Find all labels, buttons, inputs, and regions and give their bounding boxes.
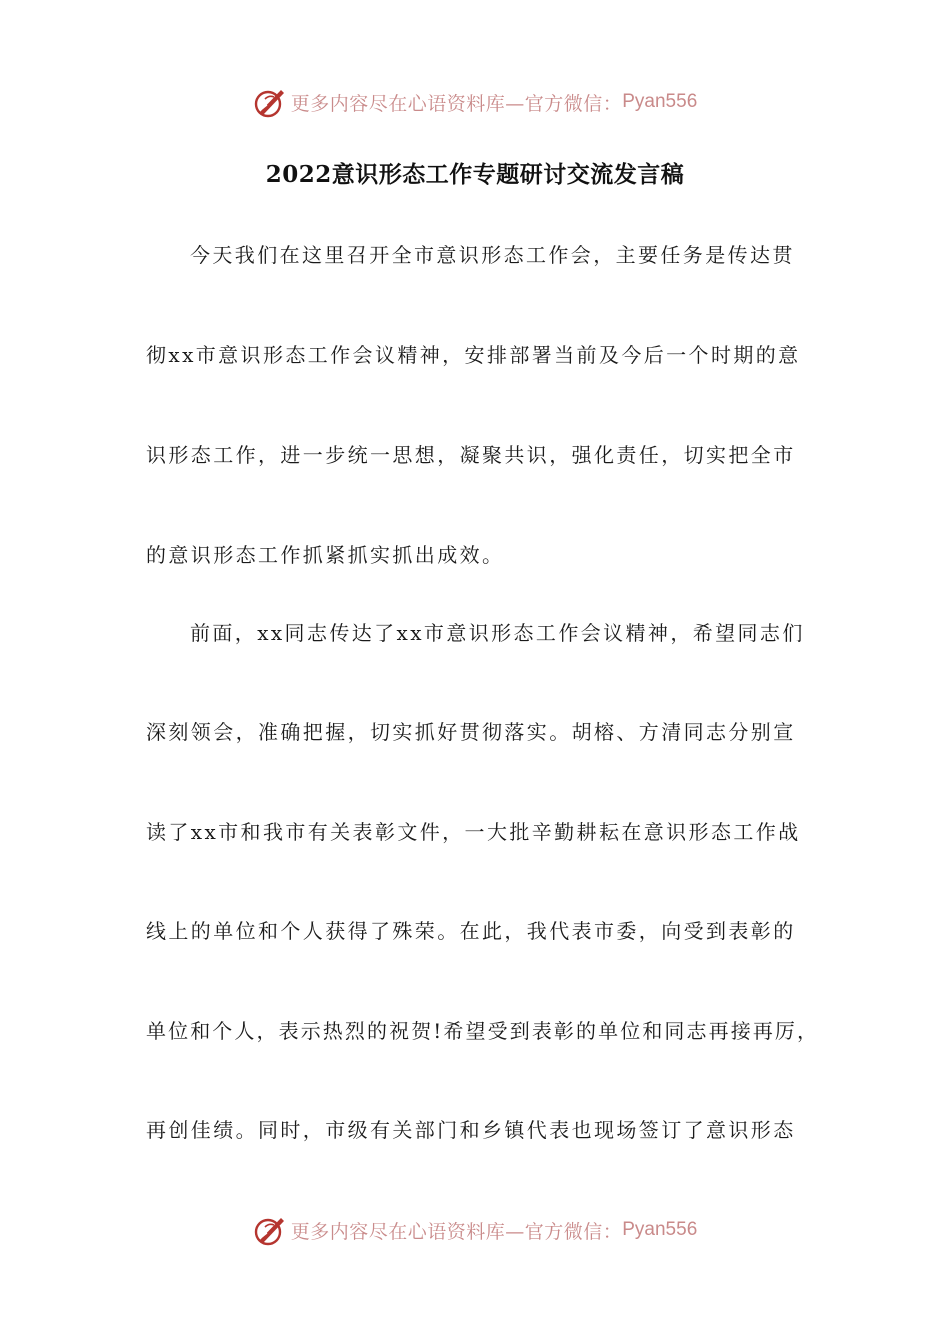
body-line: 单位和个人，表示热烈的祝贺!希望受到表彰的单位和同志再接再厉， [146, 1019, 820, 1043]
banner-text: 更多内容尽在心语资料库—官方微信： [290, 92, 623, 115]
header-banner [0, 82, 950, 122]
body-line: 线上的单位和个人获得了殊荣。在此，我代表市委，向受到表彰的 [146, 919, 796, 943]
body-line: 的意识形态工作抓紧抓实抓出成效。 [146, 543, 505, 567]
pen-logo-icon [253, 85, 287, 119]
body-line: 前面，xx同志传达了xx市意识形态工作会议精神，希望同志们 [190, 621, 805, 645]
body-line: 今天我们在这里召开全市意识形态工作会，主要任务是传达贯 [190, 243, 795, 267]
banner-wechat-id: Pyan556 [622, 91, 698, 112]
banner-text: 更多内容尽在心语资料库—官方微信： [290, 1220, 623, 1243]
body-line: 读了xx市和我市有关表彰文件，一大批辛勤耕耘在意识形态工作战 [146, 820, 801, 844]
footer-banner [0, 1210, 950, 1250]
body-line: 识形态工作，进一步统一思想，凝聚共识，强化责任，切实把全市 [146, 443, 796, 467]
body-line: 再创佳绩。同时，市级有关部门和乡镇代表也现场签订了意识形态 [146, 1118, 796, 1142]
document-title: 2022意识形态工作专题研讨交流发言稿 [265, 161, 685, 188]
pen-logo-icon [253, 1213, 287, 1247]
banner-wechat-id: Pyan556 [622, 1219, 698, 1240]
body-line: 彻xx市意识形态工作会议精神，安排部署当前及今后一个时期的意 [146, 343, 801, 367]
body-line: 深刻领会，准确把握，切实抓好贯彻落实。胡榕、方清同志分别宣 [146, 720, 796, 744]
